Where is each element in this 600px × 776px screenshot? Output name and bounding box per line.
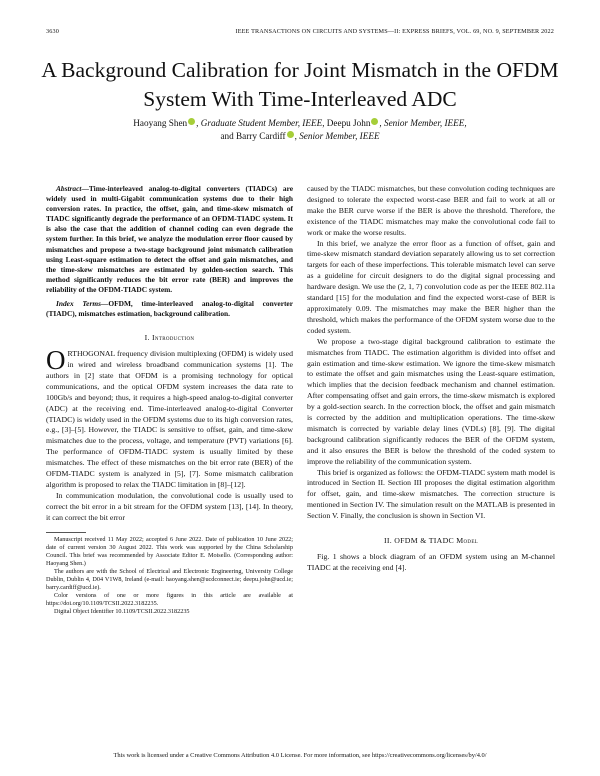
page-number: 3630: [46, 28, 59, 35]
drop-cap: O: [46, 345, 66, 376]
intro-paragraph-1: [46, 345, 293, 491]
author-shen: Haoyang Shen: [133, 118, 188, 128]
orcid-icon[interactable]: [188, 118, 195, 125]
right-paragraph-1: caused by the TIADC mismatches, but these convolution coding techniques are designed to tolerate the expected worst-case BER and fail to work at all or make the BER curve worse if the BER is above the threshold. Therefore, the existence of the TIADC mismatches may make the convolutional code fail to work or make the worse results.: [307, 184, 555, 237]
left-column: [46, 184, 293, 617]
abstract-text: —Time-interleaved analog-to-digital converters (TIADCs) are widely used in multi-Gigabit communication systems due to their high conversion rates. In practice, the offset, gain, and time-skew mismatch of TIADC significantly degrade the performance of an OFDM-TIADC system. It is also the case that the addition of channel coding can even degrade the system further. In this brief, we analyze the modulation error floor caused by mismatches and propose a two-stage background joint mismatch calibration using Least-square estimation to detect the offset and gain mismatches, and the time-skew mismatches are estimated by golden-section search. This method significantly reduces the bit error rate (BER) and improves the reliability of the OFDM-TIADC system.: [46, 184, 293, 294]
right-paragraph-5: Fig. 1 shows a block diagram of an OFDM system using an M-channel TIADC at the receiving end [4].: [307, 552, 555, 572]
right-paragraph-4: This brief is organized as follows: the OFDM-TIADC system math model is introduced in Section II. Section III proposes the digital estimation algorithm for offset, gain, and time-skew mismatches. The correction structure is mentioned in Section IV. The simulation result on the MATLAB is presented in Section V. Finally, the conclusion is shown in Section VI.: [307, 467, 555, 521]
footnote-affiliation: The authors are with the School of Electrical and Electronic Engineering, University College Dublin, Dublin 4, D04 V1W8, Ireland (e-mail: haoyang.shen@ucdconnect.ie; deepu.john@ucd.ie; barry.cardiff@ucd.ie).: [46, 568, 293, 592]
author-block: [60, 117, 540, 143]
footnote-rule: [46, 532, 86, 533]
orcid-icon[interactable]: [371, 118, 378, 125]
right-paragraph-3: We propose a two-stage digital background calibration to estimate the mismatches from TIADC. The estimation algorithm is divided into offset and gain estimation and time-skew estimation. We ignore the time-skew mismatch to estimate the offset and gain mismatches using the Least-square estimation, which implies that the decision feedback mechanism and channel estimation. After compensating offset and gain errors, the time-skew mismatch is explored by a gold-section search. In the correction block, the offset and gain mismatch is corrected by the addition and multiplication operations. The time-skew mismatch is corrected by variable delay lines (VDLs) [8], [9]. The digital background calibration significantly reduces the BER of the OFDM system, and it also ensures the BER is below the threshold of the coded system to improve the reliability of the communication system.: [307, 336, 555, 466]
index-terms: [46, 299, 293, 319]
footnote-color: Color versions of one or more figures in this article are available at https://doi.org/10.1109/TCSII.2022.3182235.: [46, 592, 293, 608]
intro-paragraph-2: In communication modulation, the convolutional code is usually used to correct the bit error in a bit stream for the OFDM system [13], [14]. In theory, it can correct the bit error: [46, 490, 293, 522]
author-cardiff: and Barry Cardiff: [220, 131, 286, 141]
intro-paragraph-1-text: RTHOGONAL frequency division multiplexing (OFDM) is widely used in wired and wireless broadband communication systems [1]. The authors in [2] state that OFDM is a promising technology for optical communications, and the optical OFDM system increases the data rate to 100Gb/s and beyond; thus, it requires a high-speed analog-to-digital converter (ADC) at the receiving end. Time-interleaved analog-to-digital Converter (TIADC) is widely used in the OFDM systems due to its high conversion rates, e.g., [3]–[5]. However, the TIADC is sensitive to offset, gain, and time-skew mismatches due to the process, voltage, and temperature (PVT) variations [6]. The performance of OFDM-TIADC system is usually limited by these mismatches. The effect of these mismatches on the bit error rate (BER) of the OFDM-TIADC system is analyzed in [5], [7]. Some mismatch calibration algorithm is proposed to relax the TIADC limitation in [8]–[12].: [46, 349, 293, 489]
license-footer: This work is licensed under a Creative Commons Attribution 4.0 License. For more information, see https://creativecommons.org/licenses/by/4.0/: [113, 752, 487, 759]
index-terms-label: Index Terms: [56, 299, 101, 309]
section-heading-ofdm-tiadc: II. OFDM & TIADC Model: [383, 536, 479, 546]
section-heading-introduction: I. Introduction: [144, 333, 195, 343]
abstract-label: Abstract: [56, 184, 82, 193]
right-column: [307, 184, 555, 574]
author-john: , Deepu John: [322, 118, 371, 128]
author-cardiff-role: , Senior Member, IEEE: [294, 131, 380, 141]
author-shen-role: , Graduate Student Member, IEEE: [196, 118, 323, 128]
abstract: [46, 184, 293, 295]
author-john-role: , Senior Member, IEEE,: [379, 118, 467, 128]
footnote-doi: Digital Object Identifier 10.1109/TCSII.2022.3182235: [54, 608, 190, 616]
paper-title: A Background Calibration for Joint Mismatch in the OFDM System With Time-Interleaved ADC: [41, 58, 559, 111]
right-paragraph-2: In this brief, we analyze the error floor as a function of offset, gain and time-skew mismatch standard deviation separately allowing us to set correction targets for each of these imperfections. This tolerable mismatch level can serve as a guideline for circuit designers to do the digital signal processing and hardware design. We use the (2, 1, 7) convolution code as per the IEEE 802.11a standard [15] for the modulation and find the expected worst-case of BER is approximately 0.09. The mismatches may make the BER higher than the threshold, which makes the performance of the OFDM system worse due to the coded system.: [307, 238, 555, 335]
orcid-icon[interactable]: [287, 131, 294, 138]
journal-name: IEEE TRANSACTIONS ON CIRCUITS AND SYSTEMS—II: EXPRESS BRIEFS, VOL. 69, NO. 9, SEPTEMBER 2022: [235, 28, 554, 35]
footnote-manuscript: Manuscript received 11 May 2022; accepted 6 June 2022. Date of publication 10 June 2022; date of current version 30 August 2022. This work was supported by the China Scholarship Council. This brief was recommended by Associate Editor E. Moisello. (Corresponding author: Haoyang Shen.): [46, 535, 293, 567]
footnotes: [46, 532, 293, 617]
index-terms-text: —OFDM, time-interleaved analog-to-digital converter (TIADC), mismatches estimation, background calibration.: [46, 299, 293, 319]
